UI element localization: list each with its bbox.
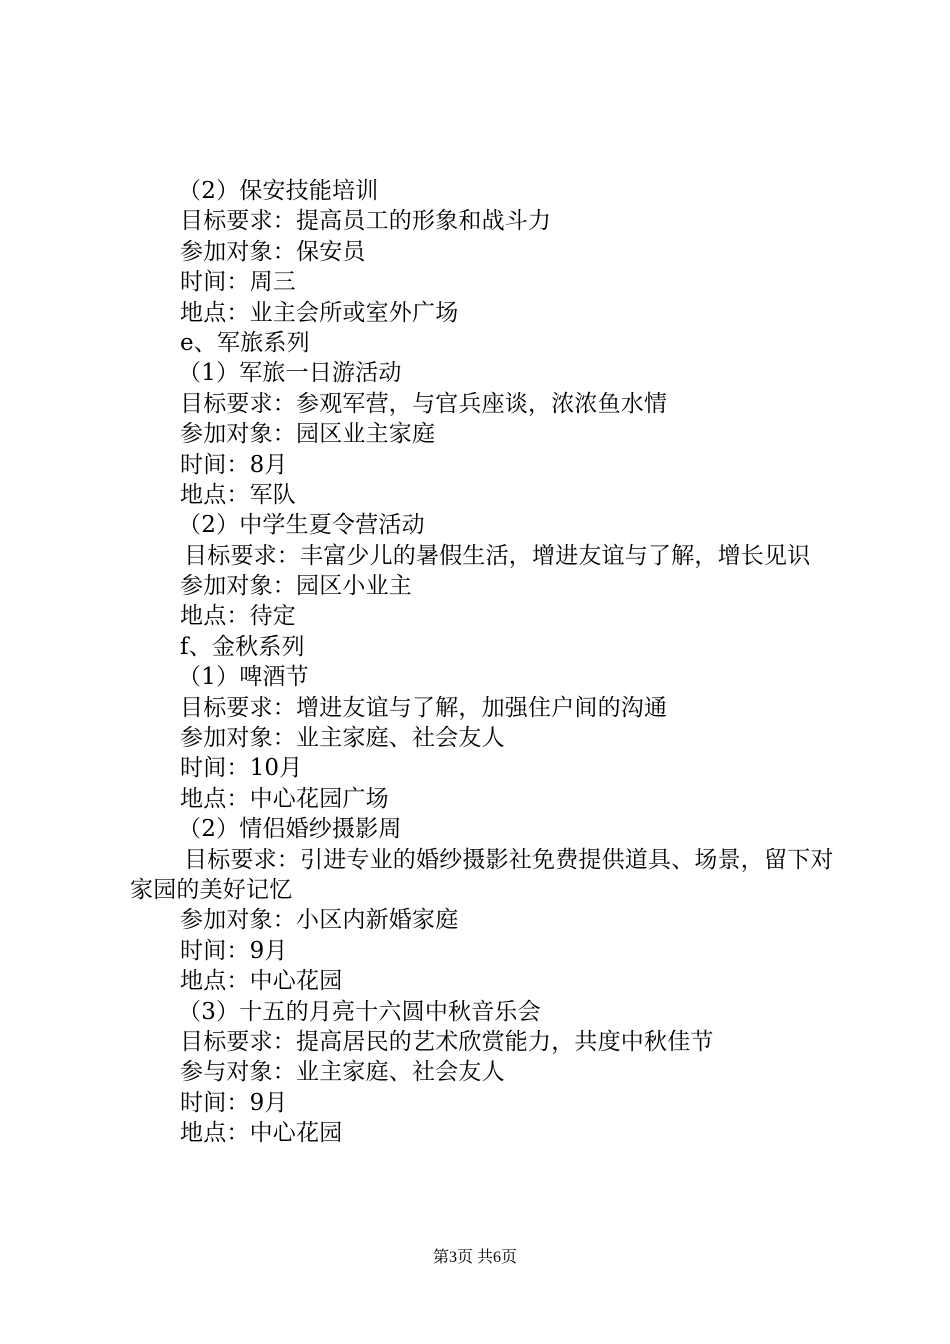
paragraph-line: 地点：中心花园	[180, 968, 343, 995]
page-number-footer: 第3页 共6页	[432, 1249, 517, 1266]
paragraph-line: 时间：9月	[180, 937, 288, 964]
section-heading: f、金秋系列	[180, 633, 305, 660]
paragraph-line: 地点：业主会所或室外广场	[180, 299, 459, 326]
paragraph-line: 时间：10月	[180, 755, 303, 782]
paragraph-line: 目标要求：参观军营，与官兵座谈，浓浓鱼水情	[180, 390, 668, 417]
paragraph-line: 参加对象：保安员	[180, 238, 366, 265]
paragraph-line: 时间：周三	[180, 269, 296, 296]
paragraph-line: 地点：待定	[180, 603, 296, 630]
subsection-heading: （2）中学生夏令营活动	[178, 512, 425, 539]
paragraph-line: 地点：中心花园广场	[180, 785, 389, 812]
section-heading: e、军旅系列	[180, 329, 310, 356]
document-body	[130, 176, 840, 1149]
subsection-heading: （2）保安技能培训	[178, 178, 379, 204]
paragraph-line: 参加对象：小区内新婚家庭	[180, 907, 459, 934]
subsection-heading: （3）十五的月亮十六圆中秋音乐会	[178, 998, 541, 1025]
paragraph-line: 参加对象：业主家庭、社会友人	[180, 725, 505, 752]
paragraph-line: 地点：军队	[180, 481, 296, 508]
paragraph-line: 目标要求：提高居民的艺术欣赏能力，共度中秋佳节	[180, 1028, 714, 1055]
paragraph-line: 目标要求：增进友谊与了解，加强住户间的沟通	[180, 694, 668, 721]
paragraph-line: 参加对象：园区业主家庭	[180, 421, 436, 448]
paragraph-line: 时间：9月	[180, 1089, 288, 1116]
subsection-heading: （1）啤酒节	[178, 664, 309, 691]
paragraph-wrapped: 目标要求：引进专业的婚纱摄影社免费提供道具、场景，留下对家园的美好记忆	[130, 846, 834, 904]
paragraph-line: 参与对象：业主家庭、社会友人	[180, 1059, 505, 1086]
subsection-heading: （2）情侣婚纱摄影周	[178, 816, 402, 843]
paragraph-line: 参加对象：园区小业主	[180, 573, 412, 600]
paragraph-line: 时间：8月	[180, 451, 288, 478]
paragraph-line: 目标要求：提高员工的形象和战斗力	[180, 208, 552, 235]
paragraph-line: 地点：中心花园	[180, 1120, 343, 1147]
subsection-heading: （1）军旅一日游活动	[178, 360, 402, 387]
paragraph-wrapped: 目标要求：丰富少儿的暑假生活，增进友谊与了解，增长见识	[184, 542, 811, 569]
